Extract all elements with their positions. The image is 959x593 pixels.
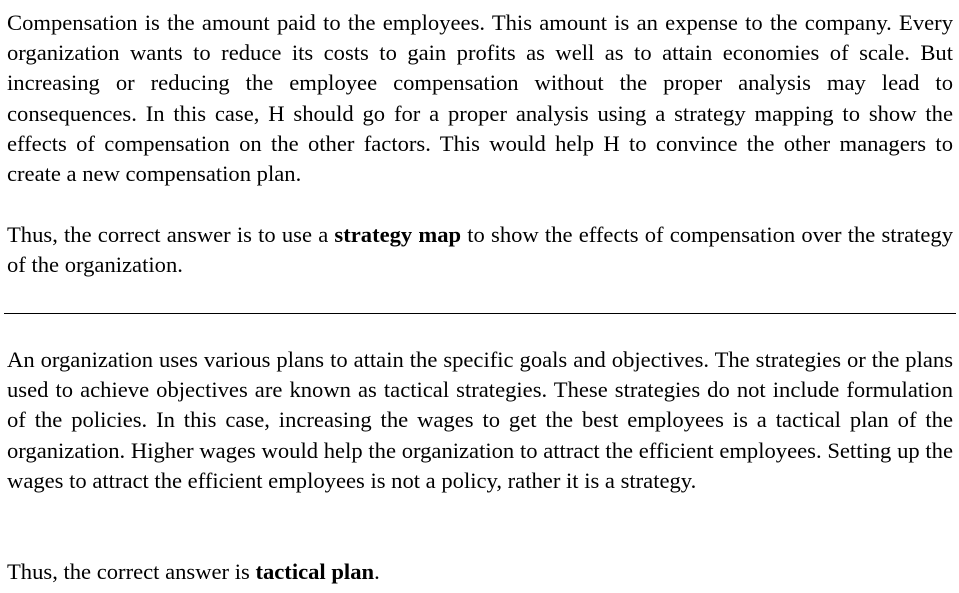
section-divider xyxy=(4,313,956,314)
answer-strategy-map: strategy map xyxy=(334,222,462,247)
explanation-paragraph-2: An organization uses various plans to attain the specific goals and objectives. The strategies or the plans used to achieve objectives are known as tactical strategies. These strategies do not include formulation of the policies. In this case, increasing the wages to get the best employees is a tactical plan of the organization. Higher wages would help the organization to attract the efficient employees. Setting up the wages to attract the efficient employees is not a policy, rather it is a strategy. xyxy=(7,347,953,493)
conclusion-paragraph-1 xyxy=(7,220,953,280)
answer-tactical-plan: tactical plan xyxy=(255,559,375,584)
conclusion-2-suffix: . xyxy=(374,559,380,584)
explanation-paragraph-1: Compensation is the amount paid to the employees. This amount is an expense to the company. Every organization wants to reduce its costs to gain profits as well as to attain economies of scale. But increasing or reducing the employee compensation without the proper analysis may lead to consequences. In this case, H should go for a proper analysis using a strategy mapping to show the effects of compensation on the other factors. This would help H to convince the other managers to create a new compensation plan. xyxy=(7,10,953,187)
conclusion-1-prefix: Thus, the correct answer is to use a xyxy=(7,222,335,247)
conclusion-2-prefix: Thus, the correct answer is xyxy=(7,559,256,584)
conclusion-paragraph-2 xyxy=(7,557,953,587)
conclusion-1-suffix: to show the effects of compensation over the strategy of the organization. xyxy=(7,222,954,278)
